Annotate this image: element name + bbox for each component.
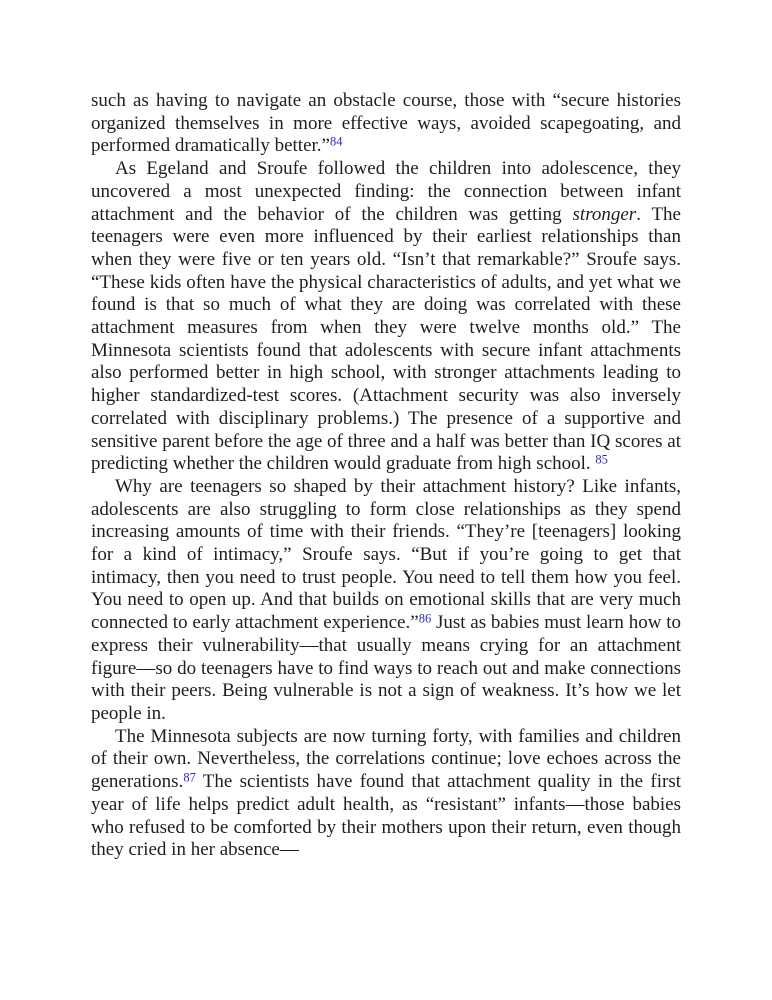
text-run: The scientists have found that attachment quality in the first year of life helps predict adult health, as “resistant” infants—those babies who refused to be comforted by their mothers upon their return, even though they cried in her absence— xyxy=(91,771,681,861)
book-page xyxy=(91,90,681,862)
text-run: . The teenagers were even more influenced by their earliest relationships than when they were five or ten years old. “Isn’t that remarkable?” Sroufe says. “These kids often have the physical characteristics of adults, and yet what we found is that so much of what they are doing was correlated with these attachment measures from when they were twelve months old.” The Minnesota scientists found that adolescents with secure infant attachments also performed better in high school, with stronger attachments leading to higher standardized-test scores. (Attachment security was also inversely correlated with disciplinary problems.) The presence of a supportive and sensitive parent before the age of three and a half was better than IQ scores at predicting whether the children would graduate from high school. xyxy=(91,203,681,475)
footnote-link[interactable]: 85 xyxy=(595,452,608,467)
body-paragraph xyxy=(91,158,681,476)
footnote-link[interactable]: 87 xyxy=(183,770,196,785)
text-run: Just as babies must learn how to express their vulnerability—that usually means crying for an attachment figure—so do teenagers have to find ways to reach out and make connections with their peers. Being vulnerable is not a sign of weakness. It’s how we let people in. xyxy=(91,612,681,724)
emphasized-text: stronger xyxy=(572,203,637,225)
body-paragraph xyxy=(91,90,681,158)
text-run: As Egeland and Sroufe followed the children into adolescence, they uncovered a most unexpected finding: the connection between infant attachment and the behavior of the children was getting xyxy=(91,158,681,225)
footnote-link[interactable]: 84 xyxy=(329,134,343,149)
text-run: The Minnesota subjects are now turning forty, with families and children of their own. Nevertheless, the correlations continue; love echoes across the generations. xyxy=(91,725,681,793)
text-run: such as having to navigate an obstacle course, those with “secure histories organized themselves in more effective ways, avoided scapegoating, and performed dramatically better.” xyxy=(91,90,681,157)
text-run: Why are teenagers so shaped by their attachment history? Like infants, adolescents are also struggling to form close relationships as they spend increasing amounts of time with their friends. “They’re [teenagers] looking for a kind of intimacy,” Sroufe says. “But if you’re going to get that intimacy, then you need to trust people. You need to tell them how you feel. You need to open up. And that builds on emotional skills that are very much connected to early attachment experience.” xyxy=(91,475,681,634)
footnote-link[interactable]: 86 xyxy=(418,611,432,626)
body-paragraph xyxy=(91,476,681,726)
body-paragraph xyxy=(91,726,681,862)
